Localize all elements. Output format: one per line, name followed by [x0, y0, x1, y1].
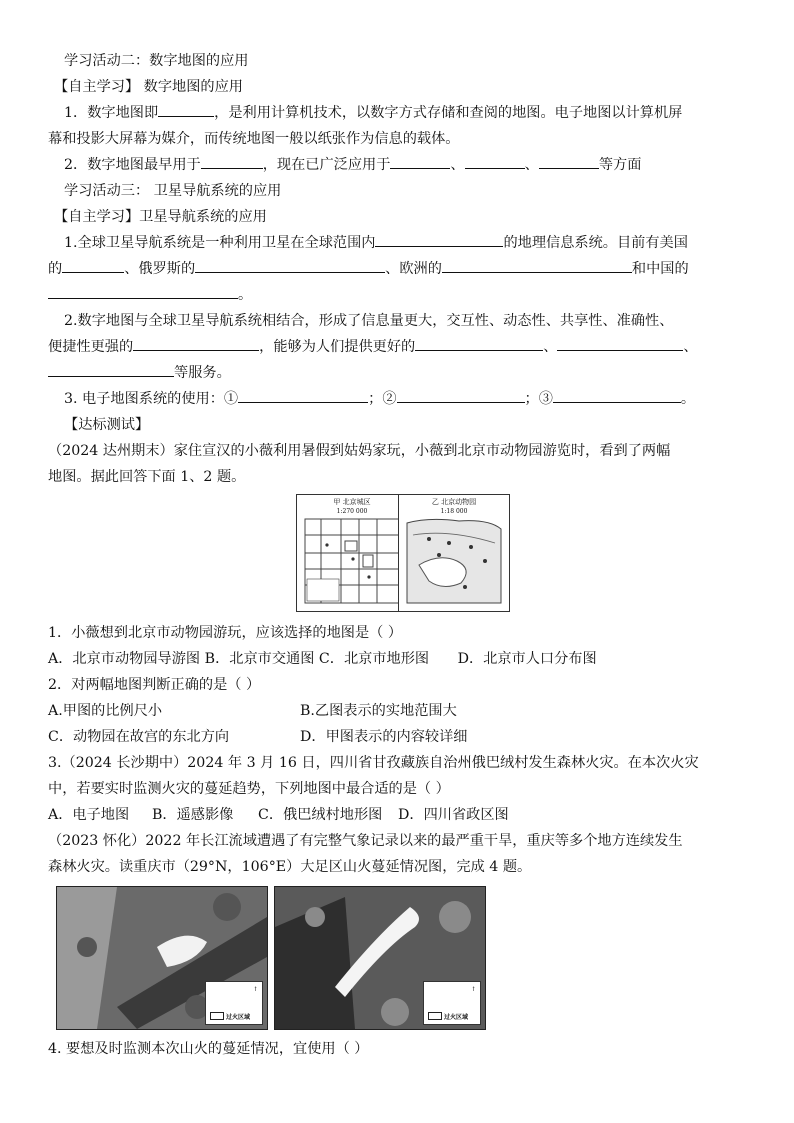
burned-area-swatch [428, 1012, 442, 1020]
activity3-title: 学习活动三： 卫星导航系统的应用 [64, 183, 282, 199]
question-4-intro-line1: （2023 怀化）2022 年长江流域遭遇了有完整气象记录以来的最严重干旱，重庆等多个地方连续发生 [48, 833, 683, 849]
north-arrow-icon: ↑ [470, 986, 476, 993]
question-1-options [48, 646, 752, 672]
activity2-title: 学习活动二：数字地图的应用 [64, 53, 249, 69]
option-c[interactable]: C．北京市地形图 [318, 651, 430, 667]
test-intro-line1: （2024 达州期末）家住宣汉的小薇利用暑假到姑妈家玩，小薇到北京市动物园游览时，看到了两幅 [48, 443, 671, 459]
answer-blank[interactable] [397, 388, 525, 403]
question-3-options [48, 802, 752, 828]
test-intro-line2: 地图。据此回答下面 1、2 题。 [48, 469, 246, 485]
option-d[interactable]: D．四川省政区图 [398, 807, 509, 823]
activity2-q1: 1．数字地图即 ，是利用计算机技术，以数字方式存储和查阅的地图。电子地图以计算机屏 [48, 100, 752, 126]
option-d[interactable]: D．北京市人口分布图 [457, 651, 597, 667]
north-arrow-icon: ↑ [252, 986, 258, 993]
option-d[interactable]: D．甲图表示的内容较详细 [300, 729, 468, 745]
activity2-self-study: 【自主学习】 数字地图的应用 [54, 79, 243, 95]
answer-blank[interactable] [158, 102, 214, 117]
activity3-self-study: 【自主学习】卫星导航系统的应用 [54, 209, 267, 225]
map-scale: 1:270 000 [336, 508, 368, 515]
option-c[interactable]: C．俄巴绒村地形图 [258, 807, 383, 823]
activity3-q2: 2.数字地图与全球卫星导航系统相结合，形成了信息量更大，交互性、动态性、共享性、准确性、 [64, 313, 674, 329]
city-road-map-graphic [297, 495, 407, 611]
activity2-q2: 2．数字地图最早用于 ，现在已广泛应用于 、 、 等方面 [48, 152, 752, 178]
answer-blank[interactable] [442, 258, 632, 273]
activity3-q2-line3: 等服务。 [48, 360, 752, 386]
answer-blank[interactable] [238, 388, 368, 403]
option-a[interactable]: A.甲图的比例尺小 [48, 703, 163, 719]
answer-blank[interactable] [415, 336, 543, 351]
option-b[interactable]: B．北京市交通图 [204, 651, 315, 667]
question-2-options-row2 [48, 724, 752, 750]
activity3-q2-line2: 便捷性更强的 ，能够为人们提供更好的 、 、 [48, 334, 752, 360]
answer-blank[interactable] [62, 258, 124, 273]
option-a[interactable]: A．北京市动物园导游图 [48, 651, 201, 667]
answer-blank[interactable] [375, 232, 503, 247]
worksheet-page [48, 48, 752, 1062]
question-3-line2: 中，若要实时监测火灾的蔓延趋势，下列地图中最合适的是（ ） [48, 781, 450, 797]
activity3-q3: 3. 电子地图系统的使用：① ；② ；③ 。 [48, 386, 752, 412]
answer-blank[interactable] [201, 154, 263, 169]
activity3-q1-line3: 。 [48, 282, 752, 308]
answer-blank[interactable] [465, 154, 525, 169]
option-c[interactable]: C．动物园在故宫的东北方向 [48, 729, 230, 745]
answer-blank[interactable] [48, 362, 174, 377]
answer-blank[interactable] [539, 154, 599, 169]
burned-area-swatch [210, 1012, 224, 1020]
question-3-line1: 3.（2024 长沙期中）2024 年 3 月 16 日，四川省甘孜藏族自治州俄巴绒村发生森林火灾。在本次火灾 [48, 755, 699, 771]
answer-blank[interactable] [133, 336, 259, 351]
answer-blank[interactable] [195, 258, 385, 273]
legend-label: 过火区域 [226, 1014, 251, 1021]
map-title: 乙 北京动物园 [431, 498, 477, 506]
question-2-options-row1 [48, 698, 752, 724]
zoo-guide-map-graphic [399, 495, 509, 611]
option-b[interactable]: B.乙图表示的实地范围大 [300, 703, 457, 719]
activity3-q1: 1.全球卫星导航系统是一种利用卫星在全球范围内 的地理信息系统。目前有美国 [48, 230, 752, 256]
answer-blank[interactable] [390, 154, 450, 169]
satellite-image-before [56, 886, 268, 1030]
maps-figure [48, 494, 752, 614]
question-2: 2．对两幅地图判断正确的是（ ） [48, 677, 261, 693]
answer-blank[interactable] [553, 388, 681, 403]
option-a[interactable]: A．电子地图 [48, 807, 130, 823]
map-legend [205, 981, 263, 1025]
question-4: 4. 要想及时监测本次山火的蔓延情况，宜使用（ ） [48, 1041, 369, 1057]
wildfire-images [48, 886, 752, 1030]
question-4-intro-line2: 森林火灾。读重庆市（29°N，106°E）大足区山火蔓延情况图，完成 4 题。 [48, 859, 532, 875]
activity2-q1-line2: 幕和投影大屏幕为媒介，而传统地图一般以纸张作为信息的载体。 [48, 131, 460, 147]
satellite-image-after [274, 886, 486, 1030]
option-b[interactable]: B．遥感影像 [152, 807, 234, 823]
map-beijing-zoo [398, 494, 510, 612]
map-beijing-city [296, 494, 408, 612]
test-title: 【达标测试】 [64, 417, 150, 433]
answer-blank[interactable] [557, 336, 683, 351]
question-1: 1．小薇想到北京市动物园游玩，应该选择的地图是（ ） [48, 625, 403, 641]
map-legend [423, 981, 481, 1025]
activity3-q1-line2: 的 、俄罗斯的 、欧洲的 和中国的 [48, 256, 752, 282]
map-title: 甲 北京城区 [333, 498, 371, 506]
map-scale: 1:18 000 [440, 508, 468, 515]
legend-label: 过火区域 [444, 1014, 469, 1021]
answer-blank[interactable] [48, 284, 238, 299]
